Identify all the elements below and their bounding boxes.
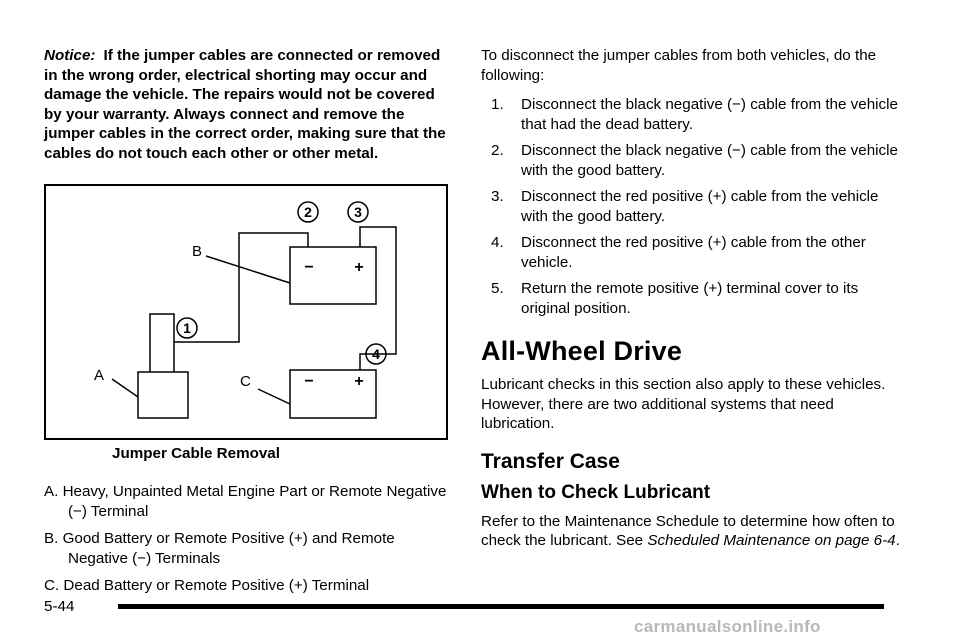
- leader-c: [258, 389, 290, 404]
- leader-a: [112, 379, 138, 397]
- check-text: Refer to the Maintenance Schedule to determine how often to check the lubricant. See: [481, 512, 895, 549]
- dead-battery-minus: −: [304, 373, 314, 390]
- good-battery-minus: −: [304, 259, 314, 276]
- footer-rule: [118, 604, 884, 609]
- notice-text: If the jumper cables are connected or removed in the wrong order, electrical shorting may occur and damage the vehicle. The repairs would not be covered by your warranty. Always connect and remove the jumper cables in the correct order, making sure that the cables do not touch each other or other metal.: [44, 47, 446, 162]
- disconnect-steps: [481, 95, 901, 318]
- right-column: [481, 46, 901, 551]
- dead-battery-plus: +: [354, 373, 364, 390]
- good-battery-plus: +: [354, 259, 364, 276]
- step-text: Return the remote positive (+) terminal cover to its original position.: [521, 280, 859, 317]
- callout-3: 3: [354, 204, 362, 220]
- step-item: [491, 95, 901, 134]
- check-end: .: [895, 532, 900, 549]
- label-c: C: [240, 373, 251, 390]
- step-item: [491, 279, 901, 318]
- step-number: 1.: [491, 96, 504, 113]
- callout-2: 2: [304, 204, 312, 220]
- heading-when-to-check: When to Check Lubricant: [481, 481, 711, 503]
- heading-all-wheel-drive: All-Wheel Drive: [481, 336, 683, 366]
- figure-caption: Jumper Cable Removal: [112, 445, 280, 462]
- watermark: carmanualsonline.info: [634, 617, 821, 636]
- notice-paragraph: [44, 46, 448, 163]
- page-number: 5-44: [44, 598, 75, 615]
- awd-paragraph: Lubricant checks in this section also apply to these vehicles. However, there are two additional systems that need lubrication.: [481, 376, 886, 432]
- callout-4: 4: [372, 346, 380, 362]
- figure-legend: [44, 482, 454, 604]
- legend-item-b: B. Good Battery or Remote Positive (+) and Remote Negative (−) Terminals: [44, 530, 395, 567]
- jumper-cable-diagram: [44, 184, 448, 440]
- step-number: 4.: [491, 234, 504, 251]
- engine-part: [138, 372, 188, 418]
- step-item: [491, 187, 901, 226]
- step-item: [491, 141, 901, 180]
- step-text: Disconnect the black negative (−) cable from the vehicle with the good battery.: [521, 142, 898, 179]
- legend-item-a: A. Heavy, Unpainted Metal Engine Part or Remote Negative (−) Terminal: [44, 483, 447, 520]
- legend-item-c: C. Dead Battery or Remote Positive (+) Terminal: [44, 577, 370, 594]
- label-a: A: [94, 367, 105, 384]
- heading-transfer-case: Transfer Case: [481, 449, 620, 473]
- step-text: Disconnect the black negative (−) cable from the vehicle that had the dead battery.: [521, 96, 898, 133]
- step-number: 3.: [491, 188, 504, 205]
- step-number: 2.: [491, 142, 504, 159]
- check-paragraph: [481, 512, 901, 551]
- label-b: B: [192, 243, 203, 260]
- callout-1: 1: [183, 320, 191, 336]
- diagram-drawing: [46, 186, 446, 438]
- step-number: 5.: [491, 280, 504, 297]
- disconnect-intro: To disconnect the jumper cables from both vehicles, do the following:: [481, 47, 877, 84]
- left-column: [44, 46, 448, 163]
- ground-post: [150, 314, 174, 372]
- step-text: Disconnect the red positive (+) cable from the other vehicle.: [521, 234, 866, 271]
- maintenance-link[interactable]: Scheduled Maintenance on page 6-4: [647, 532, 896, 549]
- notice-lead: Notice:: [44, 47, 96, 64]
- step-text: Disconnect the red positive (+) cable from the vehicle with the good battery.: [521, 188, 879, 225]
- step-item: [491, 233, 901, 272]
- leader-b: [206, 256, 290, 283]
